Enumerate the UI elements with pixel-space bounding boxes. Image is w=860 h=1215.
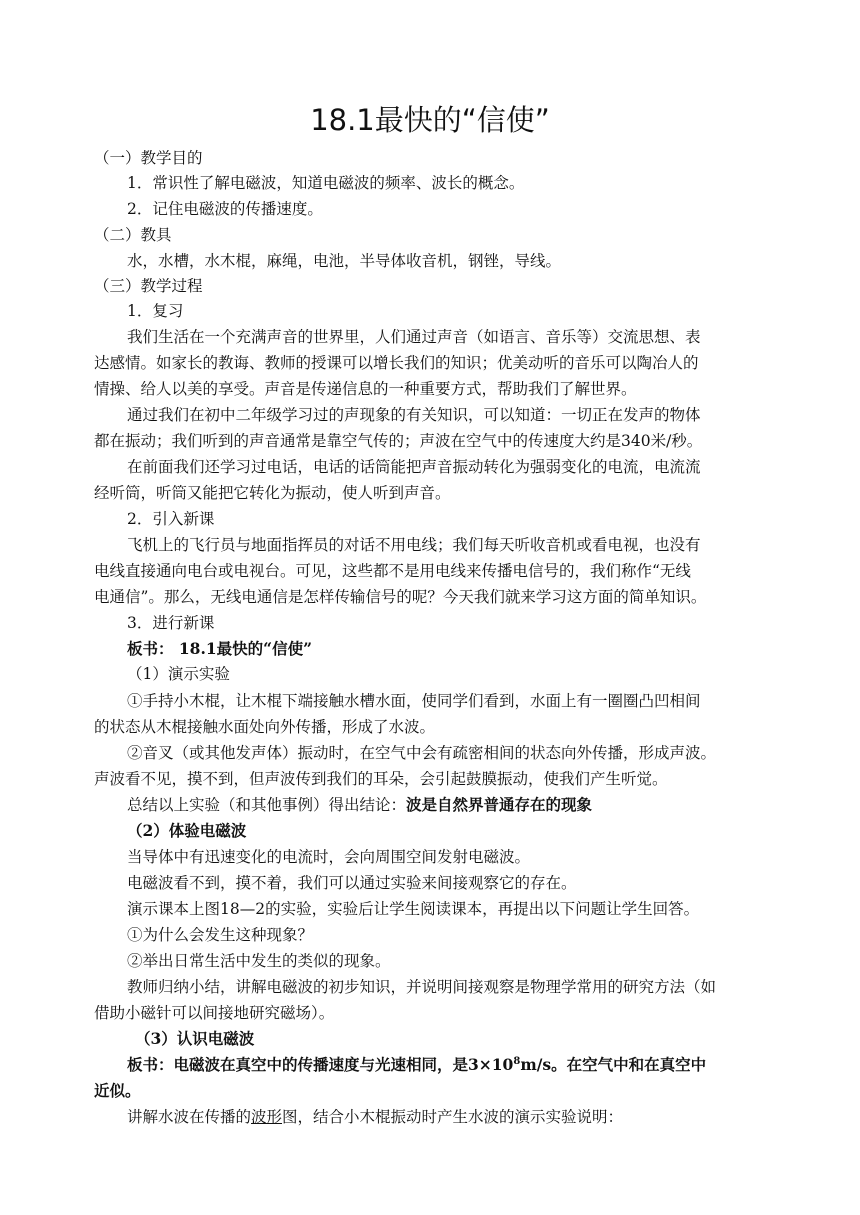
paragraph-line: 的状态从木棍接触水面处向外传播，形成了水波。	[94, 718, 436, 736]
paragraph-line	[127, 1106, 807, 1128]
subheading-demo: （1）演示实验	[127, 665, 230, 683]
board-note-title: 板书： 18.1最快的“信使”	[127, 639, 312, 658]
paragraph-line: 飞机上的飞行员与地面指挥员的对话不用电线；我们每天听收音机或看电视，也没有	[127, 536, 701, 554]
subheading-new-lesson: 3．进行新课	[127, 614, 215, 632]
paragraph-line: 经听筒，听筒又能把它转化为振动，使人听到声音。	[94, 484, 451, 502]
section-heading-process: （三）教学过程	[94, 277, 203, 295]
question-item: ②举出日常生活中发生的类似的现象。	[127, 952, 391, 970]
subheading-know-em: （3）认识电磁波	[135, 1029, 255, 1048]
subheading-experience-em: （2）体验电磁波	[127, 821, 247, 840]
summary-conclusion: 波是自然界普通存在的现象	[406, 795, 593, 814]
paragraph-line: 都在振动；我们听到的声音通常是靠空气传的；声波在空气中的传速度大约是340米/秒。	[94, 432, 703, 450]
objective-item: 2．记住电磁波的传播速度。	[127, 200, 323, 218]
summary-text: 总结以上实验（和其他事例）得出结论：	[127, 796, 407, 814]
objective-item: 1．常识性了解电磁波，知道电磁波的频率、波长的概念。	[127, 174, 525, 192]
paragraph-line: 电通信”。那么，无线电通信是怎样传输信号的呢？今天我们就来学习这方面的简单知识。	[94, 588, 707, 606]
subheading-intro: 2．引入新课	[127, 510, 215, 528]
summary-line	[127, 794, 807, 816]
tools-text: 水，水槽，水木棍，麻绳，电池，半导体收音机，钢锉，导线。	[127, 252, 562, 270]
paragraph-line: 我们生活在一个充满声音的世界里，人们通过声音（如语言、音乐等）交流思想、表	[127, 328, 701, 346]
waveform-link[interactable]: 波形	[251, 1108, 283, 1126]
paragraph-line: 当导体中有迅速变化的电流时，会向周围空间发射电磁波。	[127, 848, 531, 866]
section-heading-tools: （二）教具	[94, 226, 172, 244]
question-item: ①为什么会发生这种现象？	[127, 926, 314, 944]
section-heading-objectives: （一）教学目的	[94, 149, 203, 167]
paragraph-line: 在前面我们还学习过电话，电话的话筒能把声音振动转化为强弱变化的电流，电流流	[127, 458, 701, 476]
board-note-speed-cont: 近似。	[94, 1081, 141, 1100]
paragraph-line: 电线直接通向电台或电视台。可见，这些都不是用电线来传播电信号的，我们称作“无线	[94, 562, 691, 580]
text-segment: 图，结合小木棍振动时产生水波的演示实验说明：	[282, 1108, 624, 1126]
paragraph-line: 通过我们在初中二年级学习过的声现象的有关知识，可以知道：一切正在发声的物体	[127, 406, 701, 424]
page-title: 18.1最快的“信使”	[310, 103, 550, 137]
board-note-speed	[127, 1054, 807, 1076]
paragraph-line: 电磁波看不到，摸不着，我们可以通过实验来间接观察它的存在。	[127, 874, 577, 892]
paragraph-line: 教师归纳小结，讲解电磁波的初步知识，并说明间接观察是物理学常用的研究方法（如	[127, 978, 717, 996]
subheading-review: 1．复习	[127, 302, 184, 320]
exponent: 8	[513, 1055, 521, 1067]
text-segment: 讲解水波在传播的	[127, 1108, 252, 1126]
paragraph-line: 演示课本上图18—2的实验，实验后让学生阅读课本，再提出以下问题让学生回答。	[127, 900, 700, 918]
board-note-speed-text: 板书：电磁波在真空中的传播速度与光速相同，是3×10	[127, 1055, 514, 1074]
paragraph-line: 声波看不见，摸不到，但声波传到我们的耳朵，会引起鼓膜振动，使我们产生听觉。	[94, 770, 668, 788]
paragraph-line: 达感情。如家长的教诲、教师的授课可以增长我们的知识；优美动听的音乐可以陶冶人的	[94, 354, 699, 372]
board-note-speed-unit: m/s。在空气中和在真空中	[520, 1055, 707, 1074]
paragraph-line: 借助小磁针可以间接地研究磁场）。	[94, 1004, 335, 1022]
paragraph-line: ①手持小木棍，让木棍下端接触水槽水面，使同学们看到，水面上有一圈圈凸凹相间	[127, 692, 701, 710]
paragraph-line: ②音叉（或其他发声体）振动时，在空气中会有疏密相间的状态向外传播，形成声波。	[127, 744, 717, 762]
paragraph-line: 情操、给人以美的享受。声音是传递信息的一种重要方式，帮助我们了解世界。	[94, 380, 637, 398]
